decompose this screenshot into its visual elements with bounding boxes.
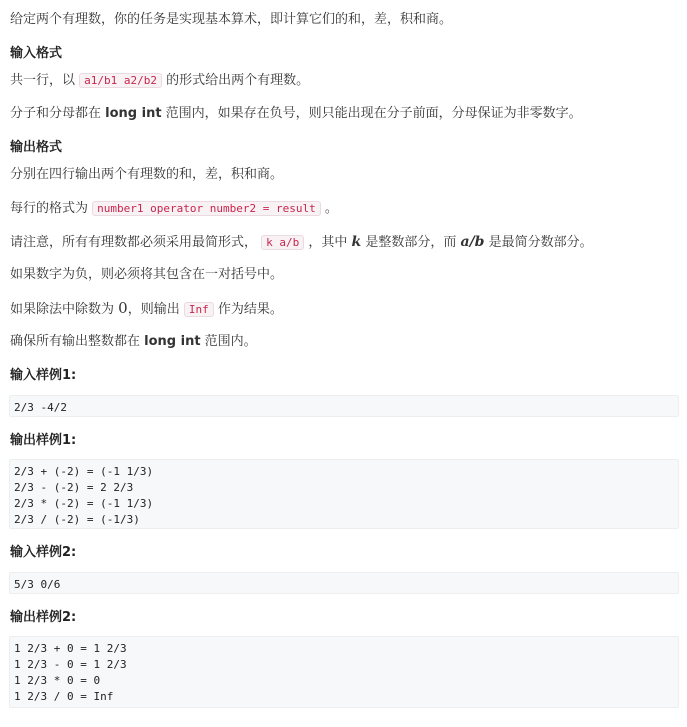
output-format-code: number1 operator number2 = result [92,201,321,216]
sample-output-1-block: 2/3 + (-2) = (-1 1/3) 2/3 - (-2) = 2 2/3 2/3 * (-2) = (-1 1/3) 2/3 / (-2) = (-1/3) [9,459,679,529]
sample-input-2-heading: 输入样例2: [10,545,77,560]
intro-text: 给定两个有理数，你的任务是实现基本算术，即计算它们的和，差，积和商。 [10,12,453,27]
math-k: k [351,234,362,250]
sample-output-2-heading: 输出样例2: [10,610,77,625]
input-format-code: a1/b1 a2/b2 [79,73,162,88]
input-format-line1: 共一行，以 a1/b1 a2/b2 的形式给出两个有理数。 [10,73,310,88]
math-zero: 0 [118,299,128,317]
input-format-heading: 输入格式 [10,46,63,61]
mixed-number-code: k a/b [261,235,304,250]
output-format-line5: 如果除法中除数为 0，则输出 Inf 作为结果。 [10,299,283,317]
output-format-line4: 如果数字为负，则必须将其包含在一对括号中。 [10,267,284,282]
output-format-line1: 分别在四行输出两个有理数的和，差，积和商。 [10,167,284,182]
sample-input-2-block: 5/3 0/6 [9,572,679,594]
math-a-over-b: a/b [460,234,485,250]
sample-input-1-heading: 输入样例1: [10,368,77,383]
input-format-line2: 分子和分母都在 long int 范围内，如果存在负号，则只能出现在分子前面，分母保证为非零数字。 [10,106,582,121]
sample-output-2-block: 1 2/3 + 0 = 1 2/3 1 2/3 - 0 = 1 2/3 1 2/3 * 0 = 0 1 2/3 / 0 = Inf [9,636,679,708]
output-format-line2: 每行的格式为 number1 operator number2 = result 。 [10,201,338,216]
sample-output-1-heading: 输出样例1: [10,433,77,448]
output-format-heading: 输出格式 [10,140,63,155]
inf-code: Inf [184,302,214,317]
output-format-line6: 确保所有输出整数都在 long int 范围内。 [10,334,257,349]
output-format-line3: 请注意，所有有理数都必须采用最简形式， k a/b ，其中 k 是整数部分，而 a/b 是最简分数部分。 [10,234,593,250]
sample-input-1-block: 2/3 -4/2 [9,395,679,417]
